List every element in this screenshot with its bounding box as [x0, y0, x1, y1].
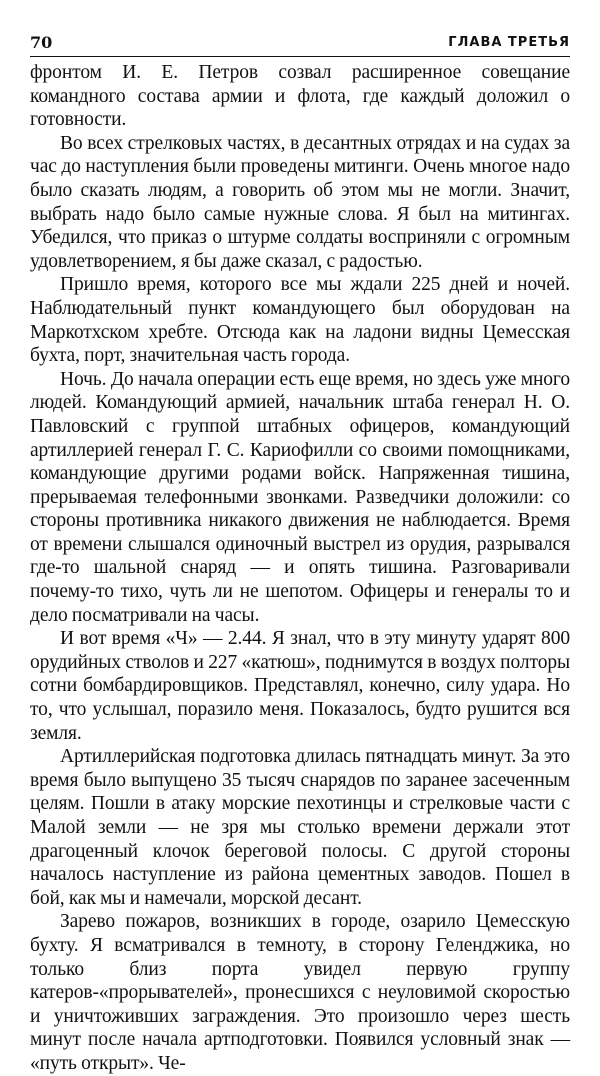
paragraph: фронтом И. Е. Петров созвал расширенное совещание командного состава армии и флота, где каждый доложил о готовности.	[30, 62, 570, 131]
paragraph: И вот время «Ч» — 2.44. Я знал, что в эту минуту ударят 800 орудийных стволов и 227 «катюш», поднимутся в воздух полторы сотни бомбардировщиков. Представлял, конечно, силу удара. Но то, что услышал, поразило меня. Показалось, будто рушится вся земля.	[30, 628, 570, 744]
book-page	[30, 28, 570, 1076]
page-header	[30, 28, 570, 57]
paragraph: Во всех стрелковых частях, в десантных отрядах и на судах за час до наступления были проведены митинги. Очень многое надо было сказать людям, а говорить об этом мы не могли. Значит, выбрать надо было самые нужные слова. Я был на митингах. Убедился, что приказ о штурме солдаты восприняли с огромным удовлетворением, я бы даже сказал, с радостью.	[30, 132, 570, 272]
page-number: 70	[30, 33, 53, 52]
paragraph: Ночь. До начала операции есть еще время, но здесь уже много людей. Командующий армией, начальник штаба генерал Н. О. Павловский с группой штабных офицеров, командующий артиллерией генерал Г. С. Кариофилли со своими помощниками, командующие другими родами войск. Напряженная тишина, прерываемая телефонными звонками. Разведчики доложили: со стороны противника никакого движения не наблюдается. Время от времени слышался одиночный выстрел из орудия, разрывался где-то шальной снаряд — и опять тишина. Разговаривали почему-то тихо, чуть ли не шепотом. Офицеры и генералы то и дело посматривали на часы.	[30, 368, 570, 626]
paragraph: Артиллерийская подготовка длилась пятнадцать минут. За это время было выпущено 35 тысяч снарядов по заранее засеченным целям. Пошли в атаку морские пехотинцы и стрелковые части с Малой земли — не зря мы столько времени держали этот драгоценный клочок береговой полосы. С другой стороны началось наступление из района цементных заводов. Пошел в бой, как мы и намечали, морской десант.	[30, 746, 570, 909]
paragraph: Зарево пожаров, возникших в городе, озарило Цемесскую бухту. Я всматривался в темноту, в сторону Геленджика, но только близ порта увидел первую группу катеров-«прорывателей», пронесшихся с неуловимой скоростью и уничтоживших заграждения. Это произошло через шесть минут после начала артподготовки. Появился условный знак — «путь открыт». Че-	[30, 911, 570, 1074]
paragraph: Пришло время, которого все мы ждали 225 дней и ночей. Наблюдательный пункт командующего был оборудован на Маркотхском хребте. Отсюда как на ладони видны Цемесская бухта, порт, значительная часть города.	[30, 274, 570, 367]
body-text	[30, 61, 570, 1076]
running-head: ГЛАВА ТРЕТЬЯ	[448, 35, 570, 50]
